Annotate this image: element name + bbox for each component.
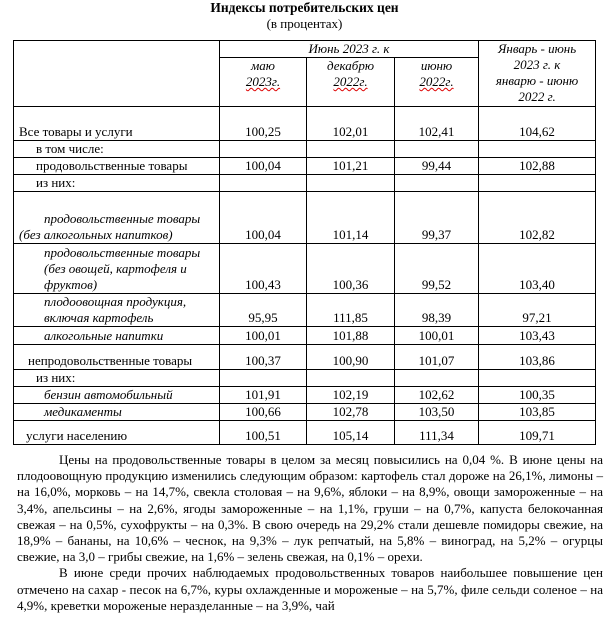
table-row: продовольственные товары (без овощей, картофеля и фруктов) 100,43 100,36 99,52 103,40 <box>14 244 596 294</box>
header-empty-cell <box>14 41 220 107</box>
header-dec: декабрю 2022г. <box>307 58 395 107</box>
header-may: маю 2023г. <box>220 58 307 107</box>
table-row: в том числе: <box>14 141 596 158</box>
table-row: продовольственные товары (без алкогольных напитков) 100,04 101,14 99,37 102,82 <box>14 192 596 244</box>
table-row: из них: <box>14 175 596 192</box>
paragraph-2: В июне среди прочих наблюдаемых продовольственных товаров наибольшее повышение цен отмечено на сахар - песок на 6,7%, куры охлажденные и мороженые – на 5,7%, филе сельди соленое – на 4,9%, креветки мороженые неразделанные – на 3,9%, чай <box>17 565 603 613</box>
table-row: алкогольные напитки 100,01 101,88 100,01 103,43 <box>14 327 596 345</box>
body-text <box>17 452 603 614</box>
table-row: услуги населению 100,51 105,14 111,34 109,71 <box>14 421 596 445</box>
page-subtitle: (в процентах) <box>266 16 343 31</box>
table-row: непродовольственные товары 100,37 100,90 101,07 103,86 <box>14 345 596 370</box>
header-jun: июню 2022г. <box>395 58 479 107</box>
table-row: из них: <box>14 370 596 387</box>
table-row: медикаменты 100,66 102,78 103,50 103,85 <box>14 404 596 421</box>
table-row: продовольственные товары 100,04 101,21 99,44 102,88 <box>14 158 596 175</box>
table-row: плодоовощная продукция, включая картофель 95,95 111,85 98,39 97,21 <box>14 294 596 327</box>
table-row: Все товары и услуги 100,25 102,01 102,41 104,62 <box>14 107 596 141</box>
page-title: Индексы потребительских цен <box>210 0 399 15</box>
group-header: Июнь 2023 г. к <box>220 41 479 58</box>
paragraph-1: Цены на продовольственные товары в целом за месяц повысились на 0,04 %. В июне цены на плодоовощную продукцию изменились следующим образом: картофель стал дороже на 26,1%, лимоны – на 16,0%, морковь – на 14,7%, свекла столовая – на 9,6%, яблоки – на 8,9%, овощи замороженные – на 3,4%, апельсины – на 2,6%, ягоды замороженные – на 1,1%, груши – на 0,7%, капуста белокочанная свежая – на 0,5%, сухофрукты – на 0,3%. В свою очередь на 29,2% стали дешевле помидоры свежие, на 18,9% – бананы, на 10,6% – чеснок, на 9,3% – лук репчатый, на 5,8% – виноград, на 5,2% – огурцы свежие, на 3,0 – грибы свежие, на 1,6% – зелень свежая, на 0,1% – орехи. <box>17 452 603 565</box>
header-period: Январь - июнь 2023 г. к январю - июню 2022 г. <box>479 41 596 107</box>
cpi-table <box>13 40 596 445</box>
table-row: бензин автомобильный 101,91 102,19 102,62 100,35 <box>14 387 596 404</box>
